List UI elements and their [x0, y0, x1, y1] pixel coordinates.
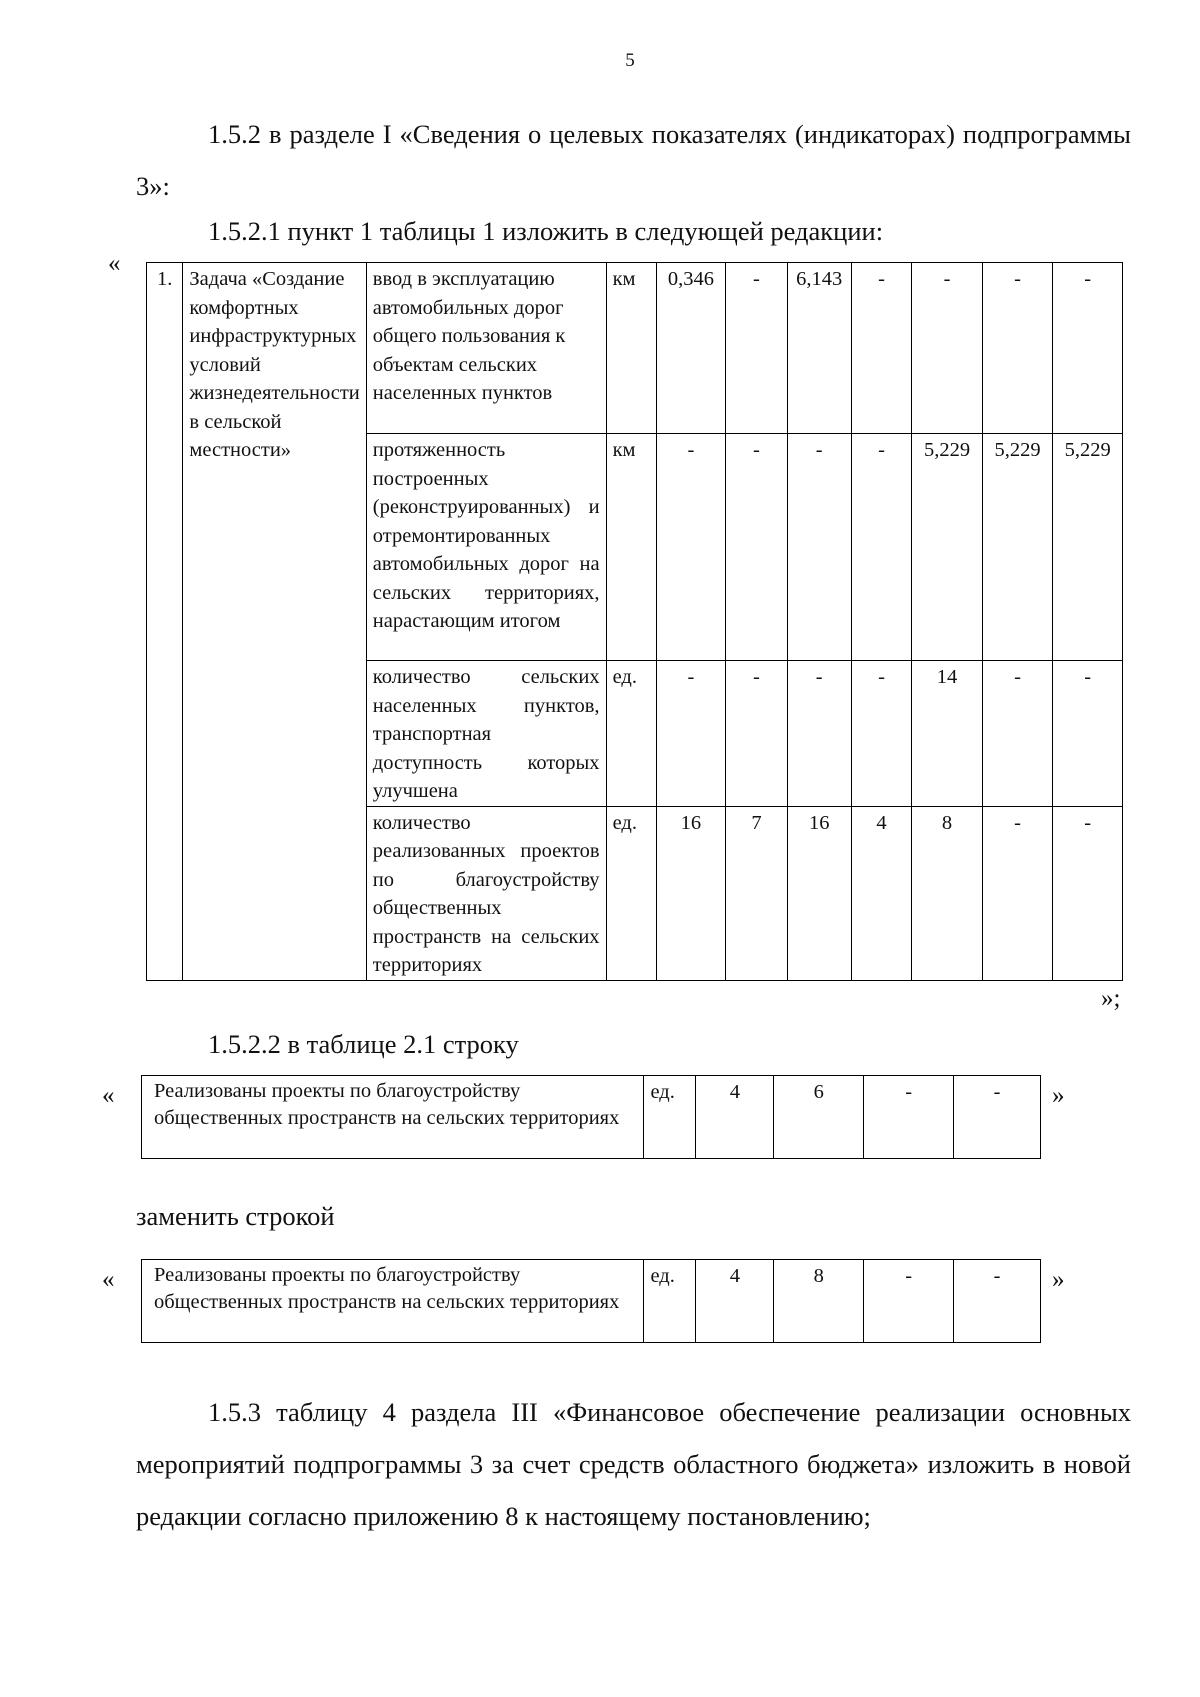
row-name-cell: Реализованы проекты по благоустройству общественных пространств на сельских территориях [142, 1260, 644, 1343]
value-cell: 5,229 [1053, 434, 1123, 661]
row-name-cell: Реализованы проекты по благоустройству общественных пространств на сельских территориях [142, 1076, 644, 1159]
value-cell: - [726, 661, 788, 807]
value-cell: - [726, 263, 788, 434]
value-cell: - [851, 434, 912, 661]
quote-open-table1: « [108, 250, 121, 277]
table-row [147, 263, 1123, 434]
quote-open-old-row: « [102, 1082, 115, 1109]
value-cell: 4 [696, 1076, 774, 1159]
paragraph-1-5-2-2: 1.5.2.2 в таблице 2.1 строку [208, 1029, 519, 1059]
paragraph-1-5-2-1: 1.5.2.1 пункт 1 таблицы 1 изложить в следующей редакции: [208, 216, 884, 246]
value-cell: - [1053, 661, 1123, 807]
value-cell: 8 [774, 1260, 864, 1343]
unit-cell: ед. [606, 661, 656, 807]
value-cell: 16 [656, 806, 726, 980]
value-cell: 4 [696, 1260, 774, 1343]
value-cell: 16 [787, 806, 851, 980]
value-cell: - [656, 661, 726, 807]
indicator-cell: количество сельских населенных пунктов, транспортная доступность которых улучшена [366, 661, 606, 807]
value-cell: - [1053, 263, 1123, 434]
value-cell: 4 [851, 806, 912, 980]
paragraph-1-5-3: 1.5.3 таблицу 4 раздела III «Финансовое обеспечение реализации основных мероприятий подпрограммы 3 за счет средств областного бюджета» изложить в новой редакции согласно приложению 8 к настоящему постановлению; [136, 1397, 1131, 1531]
value-cell: 6 [774, 1076, 864, 1159]
unit-cell: ед. [644, 1260, 696, 1343]
value-cell: - [912, 263, 983, 434]
indicator-cell: количество реализованных проектов по благоустройству общественных пространств на сельских территориях [366, 806, 606, 980]
value-cell: - [656, 434, 726, 661]
paragraph-1-5-2: 1.5.2 в разделе I «Сведения о целевых показателях (индикаторах) подпрограммы 3»: [136, 119, 1131, 201]
value-cell: 14 [912, 661, 983, 807]
value-cell: 7 [726, 806, 788, 980]
value-cell: - [954, 1260, 1041, 1343]
value-cell: - [1053, 806, 1123, 980]
value-cell: 0,346 [656, 263, 726, 434]
quote-open-new-row: « [102, 1266, 115, 1293]
value-cell: 6,143 [787, 263, 851, 434]
quote-close-old-row: » [1052, 1082, 1065, 1109]
value-cell: - [864, 1260, 954, 1343]
task-cell: Задача «Создание комфортных инфраструктурных условий жизнедеятельности в сельской местности» [183, 263, 366, 981]
quote-close-table1: »; [1101, 985, 1121, 1012]
unit-cell: км [606, 263, 656, 434]
value-cell: - [851, 263, 912, 434]
new-row-table [141, 1259, 1041, 1343]
table-row [142, 1076, 1041, 1159]
row-number: 1. [147, 263, 183, 981]
page-number: 5 [625, 50, 635, 71]
indicator-table [146, 262, 1123, 981]
table-row [142, 1260, 1041, 1343]
value-cell: - [954, 1076, 1041, 1159]
unit-cell: ед. [606, 806, 656, 980]
value-cell: 5,229 [982, 434, 1053, 661]
quote-close-new-row: » [1052, 1266, 1065, 1293]
value-cell: - [851, 661, 912, 807]
paragraph-replace-with: заменить строкой [136, 1201, 335, 1231]
value-cell: - [982, 263, 1053, 434]
value-cell: - [726, 434, 788, 661]
unit-cell: ед. [644, 1076, 696, 1159]
old-row-table [141, 1075, 1041, 1159]
indicator-cell: ввод в эксплуатацию автомобильных дорог общего пользования к объектам сельских населенных пунктов [366, 263, 606, 434]
value-cell: - [787, 661, 851, 807]
value-cell: - [982, 806, 1053, 980]
value-cell: - [864, 1076, 954, 1159]
value-cell: - [982, 661, 1053, 807]
value-cell: 5,229 [912, 434, 983, 661]
value-cell: - [787, 434, 851, 661]
indicator-cell: протяженность построенных (реконструированных) и отремонтированных автомобильных дорог на сельских территориях, нарастающим итогом [366, 434, 606, 661]
value-cell: 8 [912, 806, 983, 980]
unit-cell: км [606, 434, 656, 661]
